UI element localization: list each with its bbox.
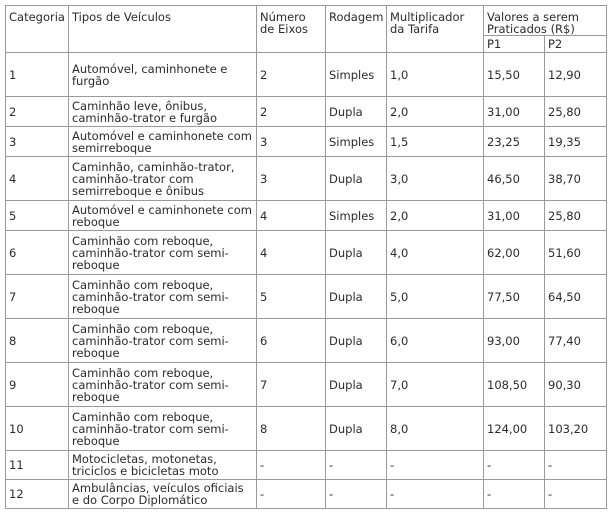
cell-p2: - — [545, 480, 607, 509]
cell-eixos: 6 — [257, 319, 326, 363]
cell-p2: - — [545, 451, 607, 480]
cell-multiplicador: 7,0 — [387, 363, 484, 407]
header-p1: P1 — [484, 36, 545, 53]
cell-rodagem: Simples — [326, 53, 387, 97]
cell-rodagem: Simples — [326, 127, 387, 157]
cell-multiplicador: 2,0 — [387, 201, 484, 231]
cell-eixos: 2 — [257, 97, 326, 127]
cell-tipo: Automóvel, caminhonete e furgão — [69, 53, 257, 97]
cell-multiplicador: 6,0 — [387, 319, 484, 363]
cell-categoria: 5 — [6, 201, 69, 231]
cell-p2: 51,60 — [545, 231, 607, 275]
cell-rodagem: Dupla — [326, 97, 387, 127]
cell-categoria: 10 — [6, 407, 69, 451]
cell-categoria: 1 — [6, 53, 69, 97]
cell-rodagem: - — [326, 451, 387, 480]
cell-p1: 46,50 — [484, 157, 545, 201]
table-row — [6, 231, 607, 275]
cell-eixos: 4 — [257, 201, 326, 231]
header-eixos: Número de Eixos — [257, 6, 326, 53]
cell-p2: 64,50 — [545, 275, 607, 319]
cell-tipo: Caminhão, caminhão-trator, caminhão-trator com semirreboque e ônibus — [69, 157, 257, 201]
cell-categoria: 6 — [6, 231, 69, 275]
cell-rodagem: Simples — [326, 201, 387, 231]
cell-rodagem: Dupla — [326, 275, 387, 319]
cell-categoria: 12 — [6, 480, 69, 509]
cell-categoria: 3 — [6, 127, 69, 157]
cell-tipo: Caminhão com reboque, caminhão-trator com semi-reboque — [69, 231, 257, 275]
table-row — [6, 319, 607, 363]
cell-eixos: 4 — [257, 231, 326, 275]
cell-categoria: 8 — [6, 319, 69, 363]
table-row — [6, 157, 607, 201]
cell-p1: 31,00 — [484, 201, 545, 231]
cell-categoria: 9 — [6, 363, 69, 407]
cell-multiplicador: 3,0 — [387, 157, 484, 201]
cell-p1: 62,00 — [484, 231, 545, 275]
cell-multiplicador: 1,5 — [387, 127, 484, 157]
cell-categoria: 2 — [6, 97, 69, 127]
cell-tipo: Ambulâncias, veículos oficiais e do Corpo Diplomático — [69, 480, 257, 509]
cell-p2: 25,80 — [545, 201, 607, 231]
cell-tipo: Caminhão com reboque, caminhão-trator com semi-reboque — [69, 407, 257, 451]
table-row — [6, 275, 607, 319]
cell-tipo: Caminhão com reboque, caminhão-trator com semi-reboque — [69, 275, 257, 319]
cell-p1: 93,00 — [484, 319, 545, 363]
cell-p1: - — [484, 480, 545, 509]
cell-multiplicador: 5,0 — [387, 275, 484, 319]
cell-multiplicador: - — [387, 451, 484, 480]
cell-p1: 31,00 — [484, 97, 545, 127]
cell-eixos: - — [257, 451, 326, 480]
cell-p1: 23,25 — [484, 127, 545, 157]
table-row — [6, 480, 607, 509]
cell-rodagem: Dupla — [326, 157, 387, 201]
cell-p2: 19,35 — [545, 127, 607, 157]
cell-tipo: Caminhão com reboque, caminhão-trator com semi-reboque — [69, 319, 257, 363]
header-tipos: Tipos de Veículos — [69, 6, 257, 53]
cell-p2: 90,30 — [545, 363, 607, 407]
cell-categoria: 11 — [6, 451, 69, 480]
cell-p1: 15,50 — [484, 53, 545, 97]
cell-multiplicador: 2,0 — [387, 97, 484, 127]
cell-p1: 108,50 — [484, 363, 545, 407]
table-row — [6, 201, 607, 231]
cell-categoria: 7 — [6, 275, 69, 319]
cell-rodagem: Dupla — [326, 363, 387, 407]
cell-multiplicador: 4,0 — [387, 231, 484, 275]
table-row — [6, 53, 607, 97]
cell-rodagem: Dupla — [326, 407, 387, 451]
cell-rodagem: Dupla — [326, 231, 387, 275]
cell-eixos: - — [257, 480, 326, 509]
cell-rodagem: Dupla — [326, 319, 387, 363]
cell-multiplicador: - — [387, 480, 484, 509]
cell-p1: - — [484, 451, 545, 480]
table-row — [6, 127, 607, 157]
cell-p1: 124,00 — [484, 407, 545, 451]
header-p2: P2 — [545, 36, 607, 53]
cell-tipo: Automóvel e caminhonete com semirreboque — [69, 127, 257, 157]
header-multiplicador: Multiplicador da Tarifa — [387, 6, 484, 53]
cell-categoria: 4 — [6, 157, 69, 201]
cell-p2: 25,80 — [545, 97, 607, 127]
cell-p2: 12,90 — [545, 53, 607, 97]
table-row — [6, 407, 607, 451]
cell-eixos: 3 — [257, 157, 326, 201]
cell-eixos: 3 — [257, 127, 326, 157]
cell-tipo: Caminhão com reboque, caminhão-trator com semi-reboque — [69, 363, 257, 407]
table-row — [6, 363, 607, 407]
table-row — [6, 451, 607, 480]
cell-p2: 77,40 — [545, 319, 607, 363]
cell-eixos: 8 — [257, 407, 326, 451]
toll-rates-table — [5, 5, 607, 509]
cell-multiplicador: 8,0 — [387, 407, 484, 451]
cell-tipo: Caminhão leve, ônibus, caminhão-trator e furgão — [69, 97, 257, 127]
cell-eixos: 2 — [257, 53, 326, 97]
header-rodagem: Rodagem — [326, 6, 387, 53]
header-valores: Valores a serem Praticados (R$) — [484, 6, 607, 36]
cell-p1: 77,50 — [484, 275, 545, 319]
cell-rodagem: - — [326, 480, 387, 509]
cell-eixos: 5 — [257, 275, 326, 319]
cell-p2: 38,70 — [545, 157, 607, 201]
header-categoria: Categoria — [6, 6, 69, 53]
cell-p2: 103,20 — [545, 407, 607, 451]
cell-tipo: Automóvel e caminhonete com reboque — [69, 201, 257, 231]
cell-multiplicador: 1,0 — [387, 53, 484, 97]
cell-tipo: Motocicletas, motonetas, triciclos e bicicletas moto — [69, 451, 257, 480]
cell-eixos: 7 — [257, 363, 326, 407]
table-row — [6, 97, 607, 127]
